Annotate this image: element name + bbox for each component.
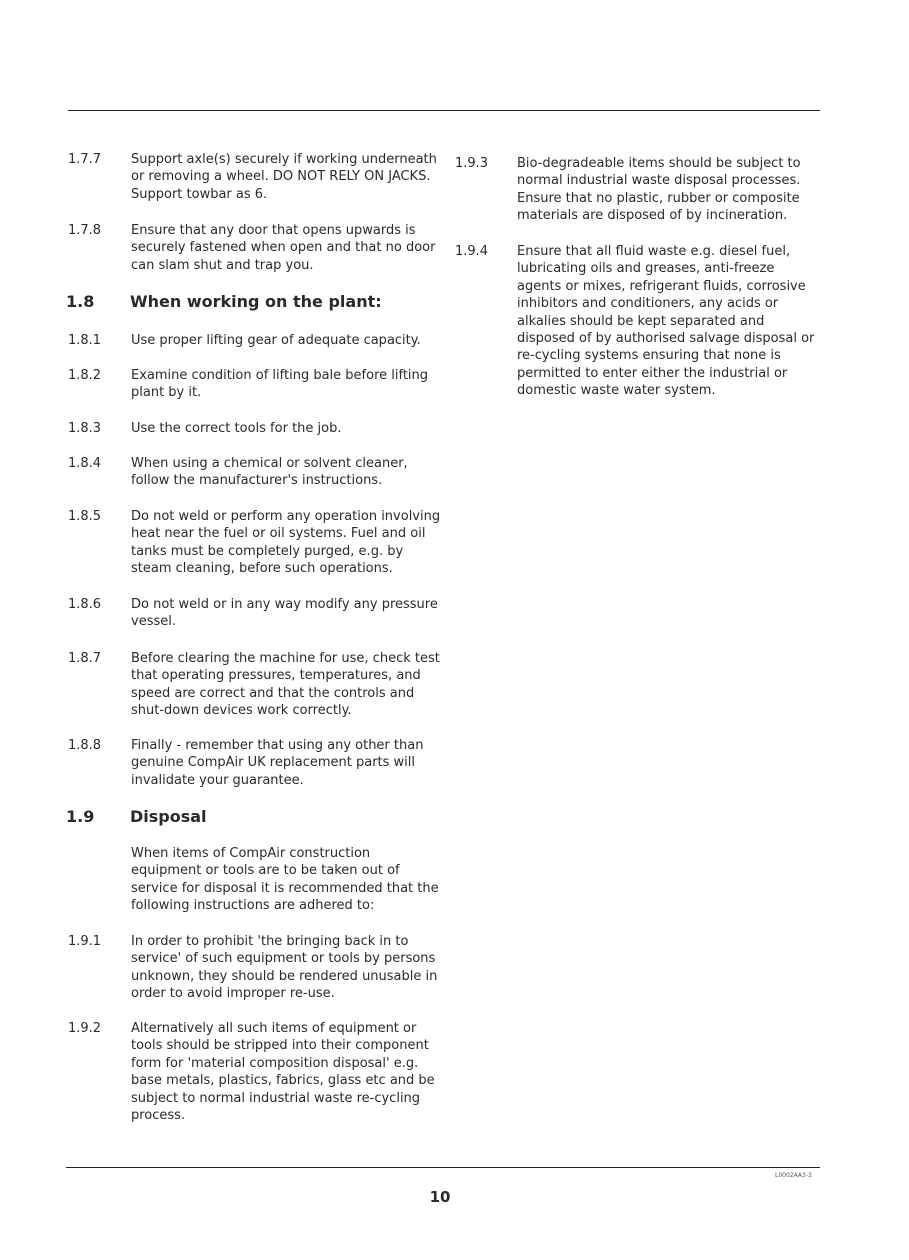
item-text: Examine condition of lifting bale before lifting plant by it.	[131, 368, 429, 401]
document-code: L0002AA3-3	[775, 1172, 812, 1179]
item-text: Use the correct tools for the job.	[131, 421, 342, 436]
footer-rule	[66, 1167, 820, 1168]
section-title: Disposal	[130, 807, 207, 826]
item-text: Use proper lifting gear of adequate capacity.	[131, 333, 421, 348]
item-text: Do not weld or perform any operation involving heat near the fuel or oil systems. Fuel and oil tanks must be completely purged, e.g. by steam cleaning, before such operations.	[131, 509, 441, 577]
item-text: Finally - remember that using any other than genuine CompAir UK replacement parts will invalidate your guarantee.	[131, 738, 424, 788]
item-text: Alternatively all such items of equipment or tools should be stripped into their component form for 'material composition disposal' e.g. base metals, plastics, fabrics, glass etc and be subject to normal industrial waste re-cycling process.	[131, 1021, 435, 1124]
item-number: 1.8.7	[68, 651, 102, 666]
item-text: In order to prohibit 'the bringing back in to service' of such equipment or tools by persons unknown, they should be rendered unusable in order to avoid improper re-use.	[131, 934, 438, 1002]
item-text: Ensure that any door that opens upwards is securely fastened when open and that no door can slam shut and trap you.	[131, 223, 436, 273]
item-number: 1.8.1	[68, 333, 102, 348]
item-number: 1.9.1	[68, 934, 102, 949]
item-number: 1.8.6	[68, 597, 102, 612]
item-text: Bio-degradeable items should be subject to normal industrial waste disposal processes. Ensure that no plastic, rubber or composite materials are disposed of by incineration.	[517, 156, 801, 224]
item-number: 1.9.3	[455, 156, 489, 171]
item-number: 1.9.4	[455, 244, 489, 259]
item-number: 1.8.5	[68, 509, 102, 524]
section-title: When working on the plant:	[130, 292, 382, 311]
item-number: 1.8.2	[68, 368, 102, 383]
item-number: 1.8.8	[68, 738, 102, 753]
item-number: 1.8.4	[68, 456, 102, 471]
item-number: 1.8.3	[68, 421, 102, 436]
item-text: When using a chemical or solvent cleaner, follow the manufacturer's instructions.	[131, 456, 408, 489]
item-text: Support axle(s) securely if working underneath or removing a wheel. DO NOT RELY ON JACKS. Support towbar as 6.	[131, 152, 437, 202]
intro-text: When items of CompAir construction equipment or tools are to be taken out of service for disposal it is recommended that the following instructions are adhered to:	[131, 846, 439, 914]
item-text: Before clearing the machine for use, check test that operating pressures, temperatures, and speed are correct and that the controls and shut-down devices work correctly.	[131, 651, 440, 719]
item-text: Do not weld or in any way modify any pressure vessel.	[131, 597, 438, 630]
item-number: 1.7.7	[68, 152, 102, 167]
item-text: Ensure that all fluid waste e.g. diesel fuel, lubricating oils and greases, anti-freeze agents or mixes, refrigerant fluids, corrosive inhibitors and conditioners, any acids or alkalies should be kept separated and disposed of by authorised salvage disposal or re-cycling systems ensuring that none is permitted to enter either the industrial or domestic waste water system.	[517, 244, 815, 399]
header-rule	[68, 110, 820, 111]
section-number: 1.9	[66, 807, 95, 826]
section-number: 1.8	[66, 292, 95, 311]
item-number: 1.9.2	[68, 1021, 102, 1036]
item-number: 1.7.8	[68, 223, 102, 238]
page-number: 10	[429, 1188, 451, 1206]
